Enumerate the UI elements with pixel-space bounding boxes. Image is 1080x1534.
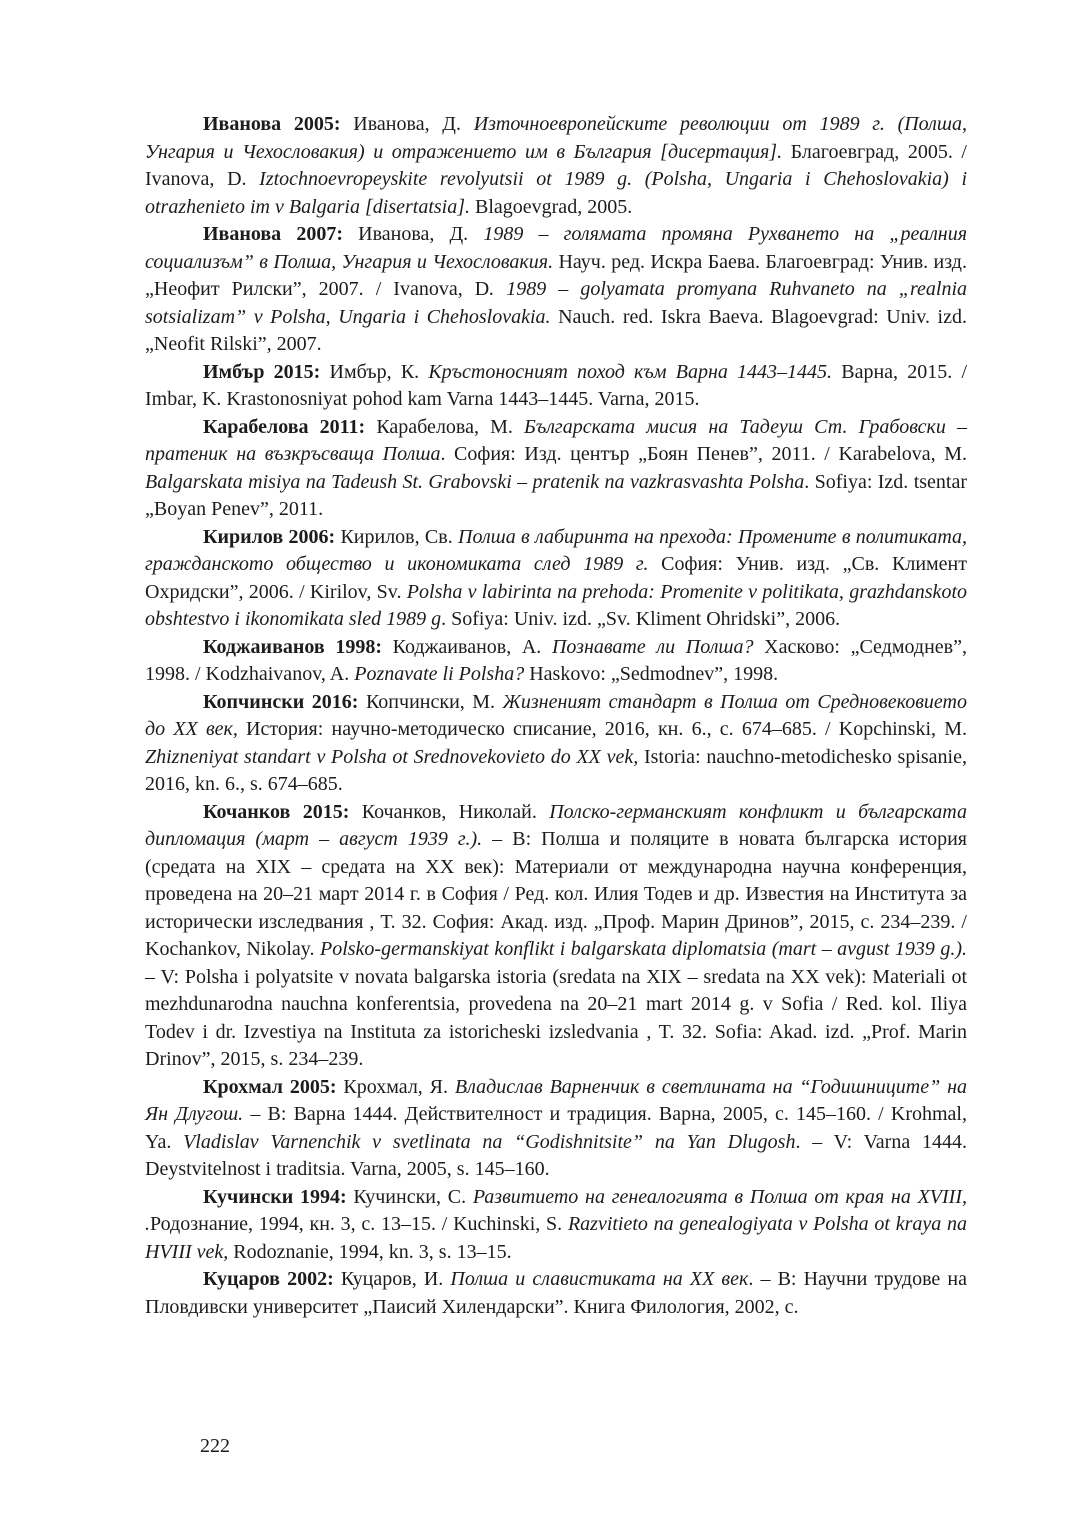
entry-title-italic: Polsha v labirinta na prehoda: Promenite v politikata, grazhdanskoto obshtestvo i ikonomikata sled 1989 g <box>145 580 967 630</box>
entry-key: Кирилов 2006: <box>203 525 336 548</box>
entry-title-italic: Poznavate li Polsha? <box>354 663 525 685</box>
bibliography-list <box>145 111 967 1321</box>
entry-title-italic: Владислав Варненчик в светлината на “Годишниците” на Ян Длугош. <box>145 1075 968 1125</box>
entry-text: Варна, 2015. / Imbar, K. Krastonosniyat pohod kam Varna 1443–1445. Varna, 2015. <box>145 360 967 410</box>
entry-title-italic: Vladislav Varnenchik v svetlinata na “Godishnitsite” na Yan Dlugosh <box>183 1130 796 1153</box>
entry-title-italic: Полша в лабиринта на прехода: Промените в политиката, гражданското общество и икономиката след 1989 г. <box>145 525 968 575</box>
entry-key: Карабелова 2011: <box>203 415 366 438</box>
bibliography-entry <box>145 1184 967 1267</box>
entry-text: Хасково: „Седмоднев”, 1998. / Kodzhaivanov, A. <box>145 635 967 685</box>
entry-text: . – В: Научни трудове на Пловдивски университет „Паисий Хилендарски”. Книга Филология, 2002, с. <box>145 1268 967 1318</box>
entry-title-italic: Българската мисия на Тадеуш Ст. Грабовски – пратеник на възкръсваща Полша <box>145 415 967 465</box>
entry-title-italic: . 1989 – golyamata promyana Ruhvaneto na „realnia sotsializam” v Polsha, Ungaria i Chehoslovakia. <box>145 278 967 328</box>
entry-text: – В: Полша и поляците в новата българска история (средата на XIX – средата на XX век): Материали от международна научна конференция, проведена на 20–21 март 2014 г. в София / Ред. кол. Илия Тодев и др. Известия на Института за исторически изследвания , Т. 32. София: Акад. изд. „Проф. Марин Дринов”, 2015, с. 234–239. / Kochankov, Nikolay. <box>145 828 968 960</box>
entry-text: Nauch. red. Iskra Baeva. Blagoevgrad: Univ. izd. „Neofit Rilski”, 2007. <box>145 305 967 355</box>
entry-text: Науч. ред. Искра Баева. Благоевград: Унив. изд. „Неофит Рилски”, 2007. / Ivanova, D <box>145 250 967 300</box>
entry-key: Кочанков 2015: <box>203 800 350 823</box>
entry-key: Иванова 2005: <box>203 113 341 135</box>
entry-text: Кучински, С. <box>346 1185 473 1208</box>
entry-title-italic: Iztochnoevropeyskite revolyutsii ot 1989 g. (Polsha, Ungaria i Chehoslovakia) i otrazhenieto im v Balgaria [disertatsia]. <box>145 168 967 218</box>
entry-title-italic: Развитието на генеалогията в Полша от края на XVIII, . <box>145 1185 967 1235</box>
entry-key: Кучински 1994: <box>203 1185 347 1208</box>
entry-text: Имбър, К. <box>320 360 429 383</box>
entry-text: Родознание, 1994, кн. 3, с. 13–15. / Kuchinski, S. <box>150 1213 568 1235</box>
entry-text: . София: Изд. център „Боян Пенев”, 2011. / Karabelova, M. <box>440 443 968 465</box>
entry-text: . – V: Varna 1444. Deystvitelnost i traditsia. Varna, 2005, s. 145–160. <box>145 1130 967 1180</box>
entry-text: Кирилов, Св. <box>335 525 458 548</box>
entry-text: София: Унив. изд. „Св. Климент Охридски”, 2006. / Kirilov, Sv. <box>145 553 967 603</box>
entry-text: Иванова, Д. <box>340 113 474 135</box>
entry-text: Istoria: nauchno-metodichesko spisanie, 2016, kn. 6., s. 674–685. <box>145 745 967 795</box>
page-number: 222 <box>200 1435 230 1457</box>
entry-text: История: научно-методическо списание, 2016, кн. 6., с. 674–685. / Kopchinski, M. <box>237 718 967 740</box>
entry-text: – V: Polsha i polyatsite v novata balgarska istoria (sredata na XIX – sredata na XX vek): Materiali ot mezhdunarodna nauchna konferentsia, provedena na 20–21 mart 2014 g. v Sofia / Red. kol. Iliya Todev i dr. Izvestiya na Instituta za istoricheski izsledvania , T. 32. Sofia: Akad. izd. „Prof. Marin Drinov”, 2015, s. 234–239. <box>145 965 967 1070</box>
entry-title-italic: Източноевропейските революции от 1989 г. (Полша, Унгария и Чехословакия) и отражението им в България [дисертация]. <box>145 113 967 163</box>
entry-title-italic: Полско-германският конфликт и българската дипломация (март – август 1939 г.). <box>145 800 967 850</box>
entry-key: Иванова 2007: <box>203 223 343 245</box>
entry-text: Haskovo: „Sedmodnev”, 1998. <box>524 663 779 685</box>
entry-key: Коджаиванов 1998: <box>203 635 383 658</box>
entry-text: Копчински, М. <box>358 690 503 713</box>
entry-title-italic: Razvitieto na genealogiyata v Polsha ot kraya na HVIII vek, <box>145 1213 967 1263</box>
entry-title-italic: Познавате ли Полша? <box>551 635 754 658</box>
entry-title-italic: Zhizneniyat standart v Polsha ot Srednovekovieto do XX vek, <box>145 745 639 768</box>
bibliography-entry <box>145 414 967 524</box>
entry-text: Крохмал, Я. <box>336 1075 455 1098</box>
bibliography-entry <box>145 1074 967 1184</box>
entry-text: Коджаиванов, А. <box>382 635 552 658</box>
entry-key: Имбър 2015: <box>203 360 321 383</box>
entry-text: Иванова, Д. <box>343 223 484 245</box>
entry-key: Куцаров 2002: <box>203 1268 334 1290</box>
entry-title-italic: Balgarskata misiya na Tadeush St. Grabovski – pratenik na vazkrasvashta Polsha <box>145 470 805 493</box>
bibliography-entry <box>145 524 967 634</box>
entry-title-italic: Polsko-germanskiyat konflikt i balgarskata diplomatsia (mart – avgust 1939 g.). <box>320 938 967 960</box>
bibliography-entry <box>145 359 967 414</box>
entry-title-italic: Жизненият стандарт в Полша от Средновековието до XX век, <box>145 690 967 740</box>
entry-text: . Sofiya: Izd. tsentar „Boyan Penev”, 2011. <box>145 470 968 520</box>
entry-text: Куцаров, И. <box>333 1268 451 1290</box>
entry-title-italic: 1989 – голямата промяна Рухването на „реалния социализъм” в Полша, Унгария и Чехословакия. <box>145 223 968 273</box>
entry-text: Кочанков, Николай. <box>349 800 550 823</box>
entry-text: Карабелова, М. <box>365 415 525 438</box>
entry-title-italic: Полша и славистиката на XX век <box>450 1268 749 1290</box>
entry-key: Крохмал 2005: <box>203 1075 337 1098</box>
bibliography-entry <box>145 634 967 689</box>
bibliography-entry <box>145 1266 967 1321</box>
bibliography-entry <box>145 111 967 221</box>
entry-text: . Sofiya: Univ. izd. „Sv. Kliment Ohridski”, 2006. <box>441 608 841 630</box>
entry-text: Благоевград, 2005. / Ivanova, D. <box>145 140 967 190</box>
entry-key: Копчински 2016: <box>203 690 359 713</box>
entry-text: Blagoevgrad, 2005. <box>470 195 633 218</box>
bibliography-entry <box>145 689 967 799</box>
bibliography-entry <box>145 799 967 1074</box>
entry-text: Rodoznanie, 1994, kn. 3, s. 13–15. <box>228 1240 512 1263</box>
entry-text: – В: Варна 1444. Действителност и традиция. Варна, 2005, с. 145–160. / Krohmal, Ya. <box>145 1103 967 1153</box>
entry-title-italic: Кръстоносният поход към Варна 1443–1445. <box>428 360 833 383</box>
bibliography-entry <box>145 221 967 359</box>
